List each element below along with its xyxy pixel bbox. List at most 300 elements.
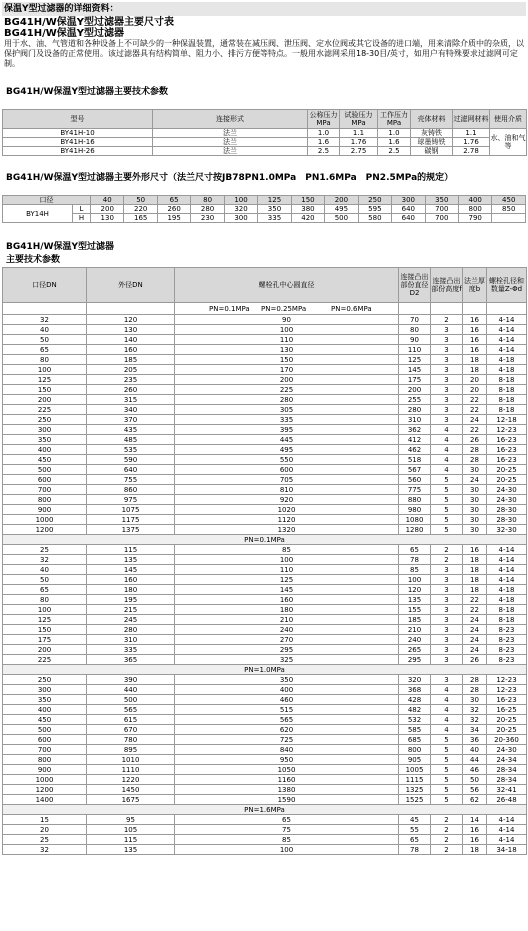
flange-cell: 36 — [463, 735, 487, 745]
flange-cell: 56 — [463, 785, 487, 795]
dims-cell: 640 — [392, 205, 425, 214]
flange-cell: 532 — [399, 715, 431, 725]
flange-cell: 20-25 — [487, 475, 527, 485]
flange-cell: 700 — [3, 745, 87, 755]
table-row — [3, 565, 527, 575]
flange-cell: 335 — [175, 415, 399, 425]
flange-cell: 16 — [463, 835, 487, 845]
flange-cell: 620 — [175, 725, 399, 735]
dims-cell: 640 — [392, 214, 425, 223]
spec-header-cell: 型号 — [3, 110, 153, 129]
spec-cell: 法兰 — [153, 138, 308, 147]
flange-cell: 905 — [399, 755, 431, 765]
spec-medium-cell: 水、油和气等 — [490, 129, 527, 156]
flange-cell: 485 — [87, 435, 175, 445]
flange-cell: 3 — [431, 625, 463, 635]
flange-cell: 265 — [399, 645, 431, 655]
flange-cell: 560 — [399, 475, 431, 485]
flange-cell: 65 — [175, 815, 399, 825]
flange-cell: 3 — [431, 415, 463, 425]
spec-title: BG41H/W保温Y型过滤器主要技术参数 — [6, 87, 169, 97]
flange-cell: 16 — [463, 825, 487, 835]
flange-cell: 350 — [3, 435, 87, 445]
flange-cell: 34 — [463, 725, 487, 735]
flange-cell: 615 — [87, 715, 175, 725]
dims-cell: 195 — [157, 214, 190, 223]
flange-cell: 85 — [175, 545, 399, 555]
dims-cell: 380 — [291, 205, 324, 214]
table-row — [3, 515, 527, 525]
flange-cell: 240 — [399, 635, 431, 645]
flange-cell: 5 — [431, 485, 463, 495]
flange-cell: 25 — [3, 835, 87, 845]
flange-cell: 32 — [463, 715, 487, 725]
flange-table — [2, 267, 527, 855]
flange-cell: 145 — [87, 565, 175, 575]
flange-cell: 462 — [399, 445, 431, 455]
flange-cell: 685 — [399, 735, 431, 745]
table-row — [3, 845, 527, 855]
flange-cell: 3 — [431, 645, 463, 655]
flange-cell: 160 — [87, 575, 175, 585]
flange-cell: 210 — [399, 625, 431, 635]
flange-cell: 3 — [431, 605, 463, 615]
flange-cell: 362 — [399, 425, 431, 435]
flange-cell: 1000 — [3, 775, 87, 785]
flange-cell: 1280 — [399, 525, 431, 535]
flange-cell: 4-18 — [487, 585, 527, 595]
page — [2, 2, 526, 855]
spec-cell: 2.5 — [378, 147, 411, 156]
flange-cell: 20 — [3, 825, 87, 835]
flange-cell: 46 — [463, 765, 487, 775]
flange-cell: 28 — [463, 685, 487, 695]
flange-cell: 145 — [399, 365, 431, 375]
dims-cell: 700 — [425, 214, 458, 223]
flange-cell: 3 — [431, 385, 463, 395]
flange-cell: 250 — [3, 675, 87, 685]
table-row — [3, 825, 527, 835]
flange-cell: 50 — [3, 335, 87, 345]
flange-cell: 4 — [431, 695, 463, 705]
flange-cell: 295 — [175, 645, 399, 655]
flange-cell: 185 — [399, 615, 431, 625]
table-row — [3, 555, 527, 565]
table-row — [3, 785, 527, 795]
flange-cell: 3 — [431, 335, 463, 345]
dims-table — [2, 195, 526, 223]
dims-size-cell: 65 — [157, 196, 190, 205]
flange-cell: 44 — [463, 755, 487, 765]
flange-cell: 4-14 — [487, 555, 527, 565]
flange-cell: 125 — [399, 355, 431, 365]
flange-cell: 4-14 — [487, 565, 527, 575]
flange-cell: 335 — [87, 645, 175, 655]
flange-cell: 920 — [175, 495, 399, 505]
flange-cell: 8-23 — [487, 635, 527, 645]
flange-cell: 4 — [431, 455, 463, 465]
flange-cell: 55 — [399, 825, 431, 835]
flange-cell: 40 — [3, 325, 87, 335]
flange-cell: 100 — [175, 325, 399, 335]
flange-cell: 700 — [3, 485, 87, 495]
dims-key-cell: L — [73, 205, 91, 214]
dims-header-row — [3, 196, 526, 205]
flange-cell: 280 — [175, 395, 399, 405]
flange-cell: 85 — [175, 835, 399, 845]
flange-cell: 16-23 — [487, 445, 527, 455]
flange-cell: 705 — [175, 475, 399, 485]
flange-cell: 85 — [399, 565, 431, 575]
flange-cell: 5 — [431, 785, 463, 795]
flange-cell: 4 — [431, 685, 463, 695]
pn-label: PN=0.25MPa — [261, 304, 307, 313]
flange-cell: 30 — [463, 515, 487, 525]
table-row — [3, 375, 527, 385]
table-row — [3, 835, 527, 845]
flange-cell: 24-30 — [487, 495, 527, 505]
flange-cell: 1375 — [87, 525, 175, 535]
flange-cell: 24 — [463, 635, 487, 645]
table-row — [3, 415, 527, 425]
dims-size-cell: 150 — [291, 196, 324, 205]
flange-cell: 3 — [431, 595, 463, 605]
flange-cell: 780 — [87, 735, 175, 745]
flange-cell: 16 — [463, 345, 487, 355]
flange-cell: 100 — [3, 605, 87, 615]
flange-cell: 16 — [463, 315, 487, 325]
flange-cell: 5 — [431, 495, 463, 505]
table-row — [3, 435, 527, 445]
flange-cell: 4-18 — [487, 355, 527, 365]
table-row — [3, 445, 527, 455]
pn-separator-row — [3, 535, 527, 545]
spec-cell: 2.75 — [340, 147, 378, 156]
flange-cell: 45 — [399, 815, 431, 825]
flange-cell: 125 — [3, 615, 87, 625]
flange-cell: 30 — [463, 505, 487, 515]
flange-cell: 400 — [175, 685, 399, 695]
flange-cell: 20 — [463, 375, 487, 385]
flange-cell: 24-30 — [487, 745, 527, 755]
flange-cell: 800 — [3, 755, 87, 765]
flange-cell: 1010 — [87, 755, 175, 765]
flange-cell: 32-30 — [487, 525, 527, 535]
flange-cell: 3 — [431, 675, 463, 685]
dims-cell — [492, 214, 526, 223]
spec-cell: BY41H-26 — [3, 147, 153, 156]
flange-cell: 26 — [463, 655, 487, 665]
dims-cell: 800 — [458, 205, 491, 214]
flange-cell: 15 — [3, 815, 87, 825]
flange-cell: 365 — [87, 655, 175, 665]
table-row — [3, 345, 527, 355]
flange-cell: 200 — [175, 375, 399, 385]
dims-size-cell: 350 — [425, 196, 458, 205]
flange-cell: 28 — [463, 455, 487, 465]
flange-cell: 26 — [463, 435, 487, 445]
flange-cell — [399, 303, 431, 315]
spec-cell: 2.5 — [308, 147, 340, 156]
flange-cell: 300 — [3, 425, 87, 435]
spec-cell: 1.0 — [308, 129, 340, 138]
flange-cell: 3 — [431, 395, 463, 405]
table-row — [3, 129, 527, 138]
flange-cell: 860 — [87, 485, 175, 495]
table-row — [3, 325, 527, 335]
dims-cell: 350 — [258, 205, 291, 214]
flange-cell: 4-14 — [487, 335, 527, 345]
flange-cell: 185 — [87, 355, 175, 365]
flange-cell: 585 — [399, 725, 431, 735]
dims-size-cell: 80 — [191, 196, 224, 205]
flange-cell: 32 — [3, 315, 87, 325]
flange-cell: 4 — [431, 465, 463, 475]
flange-cell: 2 — [431, 825, 463, 835]
table-row — [3, 685, 527, 695]
flange-cell: 16 — [463, 325, 487, 335]
flange-cell: 600 — [3, 735, 87, 745]
flange-cell: 12-23 — [487, 675, 527, 685]
table-row — [3, 655, 527, 665]
flange-cell: 125 — [3, 375, 87, 385]
flange-cell: 100 — [175, 555, 399, 565]
flange-cell: 3 — [431, 585, 463, 595]
flange-cell — [487, 303, 527, 315]
pn-label: PN=0.1MPa — [209, 304, 250, 313]
table-row — [3, 485, 527, 495]
dims-cell: 495 — [325, 205, 358, 214]
dims-cell: 320 — [224, 205, 257, 214]
flange-cell: 1525 — [399, 795, 431, 805]
flange-cell: 120 — [399, 585, 431, 595]
flange-cell: 150 — [175, 355, 399, 365]
flange-cell: 8-18 — [487, 605, 527, 615]
flange-cell: 3 — [431, 355, 463, 365]
flange-cell: 24-30 — [487, 485, 527, 495]
dims-cell: 335 — [258, 214, 291, 223]
flange-cell: 16-23 — [487, 695, 527, 705]
flange-cell: 1380 — [175, 785, 399, 795]
flange-cell: 4-14 — [487, 815, 527, 825]
flange-cell: 24 — [463, 475, 487, 485]
dims-size-cell: 400 — [458, 196, 491, 205]
flange-cell: 50 — [463, 775, 487, 785]
flange-cell: 78 — [399, 555, 431, 565]
flange-cell: 215 — [87, 605, 175, 615]
flange-cell: 32-41 — [487, 785, 527, 795]
flange-cell: 150 — [3, 385, 87, 395]
flange-cell: 24 — [463, 615, 487, 625]
flange-cell: 5 — [431, 775, 463, 785]
spec-table — [2, 109, 527, 156]
flange-cell: 440 — [87, 685, 175, 695]
flange-cell: 210 — [175, 615, 399, 625]
flange-cell: 2 — [431, 315, 463, 325]
table-row — [3, 575, 527, 585]
table-row — [3, 315, 527, 325]
dims-cell: 220 — [124, 205, 157, 214]
spec-header-cell: 工作压力MPa — [378, 110, 411, 129]
flange-cell: 1175 — [87, 515, 175, 525]
flange-cell: 5 — [431, 745, 463, 755]
flange-cell: 1220 — [87, 775, 175, 785]
flange-cell: 5 — [431, 765, 463, 775]
flange-cell: 400 — [3, 445, 87, 455]
flange-cell: 412 — [399, 435, 431, 445]
table-row — [3, 475, 527, 485]
flange-cell: 18 — [463, 585, 487, 595]
flange-cell: 4-14 — [487, 325, 527, 335]
table-row — [3, 335, 527, 345]
flange-cell: 14 — [463, 815, 487, 825]
flange-header-cell: 连接凸出部份高度f — [431, 268, 463, 303]
table-row — [3, 775, 527, 785]
flange-cell: 30 — [463, 695, 487, 705]
flange-cell: 70 — [399, 315, 431, 325]
flange-cell: 310 — [399, 415, 431, 425]
flange-cell: 4 — [431, 435, 463, 445]
flange-cell: 450 — [3, 715, 87, 725]
flange-cell: 428 — [399, 695, 431, 705]
flange-cell: 130 — [87, 325, 175, 335]
flange-cell: 5 — [431, 755, 463, 765]
flange-cell: 3 — [431, 345, 463, 355]
flange-cell: 975 — [87, 495, 175, 505]
flange-cell: 260 — [87, 385, 175, 395]
flange-cell: 2 — [431, 555, 463, 565]
spec-cell: 2.78 — [453, 147, 490, 156]
flange-cell: 450 — [3, 455, 87, 465]
flange-cell: 95 — [87, 815, 175, 825]
flange-cell: 8-18 — [487, 385, 527, 395]
flange-cell: 8-23 — [487, 625, 527, 635]
dims-cell: 230 — [191, 214, 224, 223]
flange-cell: 8-18 — [487, 375, 527, 385]
flange-cell: 515 — [175, 705, 399, 715]
flange-cell: 600 — [3, 475, 87, 485]
flange-cell: 80 — [399, 325, 431, 335]
spec-cell: 球墨铸铁 — [411, 138, 453, 147]
flange-cell: 840 — [175, 745, 399, 755]
flange-cell: 370 — [87, 415, 175, 425]
flange-cell: 12-18 — [487, 415, 527, 425]
table-row — [3, 138, 527, 147]
table-row — [3, 495, 527, 505]
flange-header-cell: 螺栓孔中心圆直径 — [175, 268, 399, 303]
flange-cell: 250 — [3, 415, 87, 425]
flange-cell: 26-48 — [487, 795, 527, 805]
flange-cell: 350 — [3, 695, 87, 705]
flange-title-2: 主要技术参数 — [6, 255, 61, 265]
spec-header-cell: 壳体材料 — [411, 110, 453, 129]
table-row — [3, 745, 527, 755]
flange-cell: 235 — [87, 375, 175, 385]
flange-cell: 1075 — [87, 505, 175, 515]
table-row — [3, 585, 527, 595]
flange-cell: 110 — [175, 565, 399, 575]
flange-cell: 4-18 — [487, 365, 527, 375]
spec-header-cell: 公称压力MPa — [309, 111, 338, 127]
dims-size-cell: 100 — [224, 196, 257, 205]
flange-cell: 62 — [463, 795, 487, 805]
pn-separator-cell: PN=1.0MPa — [3, 665, 527, 675]
dims-cell: 200 — [91, 205, 124, 214]
flange-cell: 2 — [431, 545, 463, 555]
dims-cell: 260 — [157, 205, 190, 214]
flange-cell: 5 — [431, 475, 463, 485]
pn-separator-row — [3, 805, 527, 815]
table-row — [3, 645, 527, 655]
dims-size-cell: 40 — [91, 196, 124, 205]
flange-cell: 150 — [3, 625, 87, 635]
flange-cell: 5 — [431, 735, 463, 745]
spec-cell: 1.76 — [453, 138, 490, 147]
flange-cell: 145 — [175, 585, 399, 595]
flange-cell: 16 — [463, 335, 487, 345]
flange-cell: 18 — [463, 365, 487, 375]
flange-cell: 195 — [87, 595, 175, 605]
flange-cell: 16-23 — [487, 435, 527, 445]
flange-cell: 4 — [431, 705, 463, 715]
flange-cell: 550 — [175, 455, 399, 465]
flange-cell: 5 — [431, 505, 463, 515]
spec-cell: BY41H-16 — [3, 138, 153, 147]
flange-cell: 310 — [87, 635, 175, 645]
flange-cell: 980 — [399, 505, 431, 515]
pn-separator-cell: PN=0.1MPa — [3, 535, 527, 545]
flange-cell: 130 — [175, 345, 399, 355]
flange-cell: 155 — [399, 605, 431, 615]
flange-cell: 565 — [87, 705, 175, 715]
flange-cell: 90 — [399, 335, 431, 345]
flange-cell: 110 — [175, 335, 399, 345]
dims-size-cell: 50 — [124, 196, 157, 205]
flange-cell: 535 — [87, 445, 175, 455]
flange-cell: 30 — [463, 525, 487, 535]
flange-cell: 20 — [463, 385, 487, 395]
flange-cell: 4-14 — [487, 545, 527, 555]
table-row — [3, 205, 526, 214]
flange-cell: 1005 — [399, 765, 431, 775]
flange-cell: 30 — [463, 495, 487, 505]
flange-cell: 170 — [175, 365, 399, 375]
flange-cell — [3, 303, 87, 315]
flange-cell: 75 — [175, 825, 399, 835]
pn-label-row — [3, 303, 527, 315]
flange-cell: 4-14 — [487, 825, 527, 835]
flange-header-cell: 螺栓孔径和数量Z-Φd — [487, 268, 527, 303]
flange-cell: 32 — [3, 555, 87, 565]
flange-cell: 24-34 — [487, 755, 527, 765]
flange-cell: 22 — [463, 595, 487, 605]
flange-cell: 518 — [399, 455, 431, 465]
flange-cell: 8-18 — [487, 395, 527, 405]
flange-cell: 2 — [431, 815, 463, 825]
table-row — [3, 695, 527, 705]
flange-cell: 295 — [399, 655, 431, 665]
flange-cell: 28 — [463, 675, 487, 685]
flange-cell: 670 — [87, 725, 175, 735]
flange-cell: 22 — [463, 395, 487, 405]
flange-cell: 8-23 — [487, 645, 527, 655]
spec-cell: 法兰 — [153, 129, 308, 138]
table-row — [3, 605, 527, 615]
flange-cell: 775 — [399, 485, 431, 495]
flange-cell: 445 — [175, 435, 399, 445]
flange-cell: 280 — [399, 405, 431, 415]
table-row — [3, 365, 527, 375]
